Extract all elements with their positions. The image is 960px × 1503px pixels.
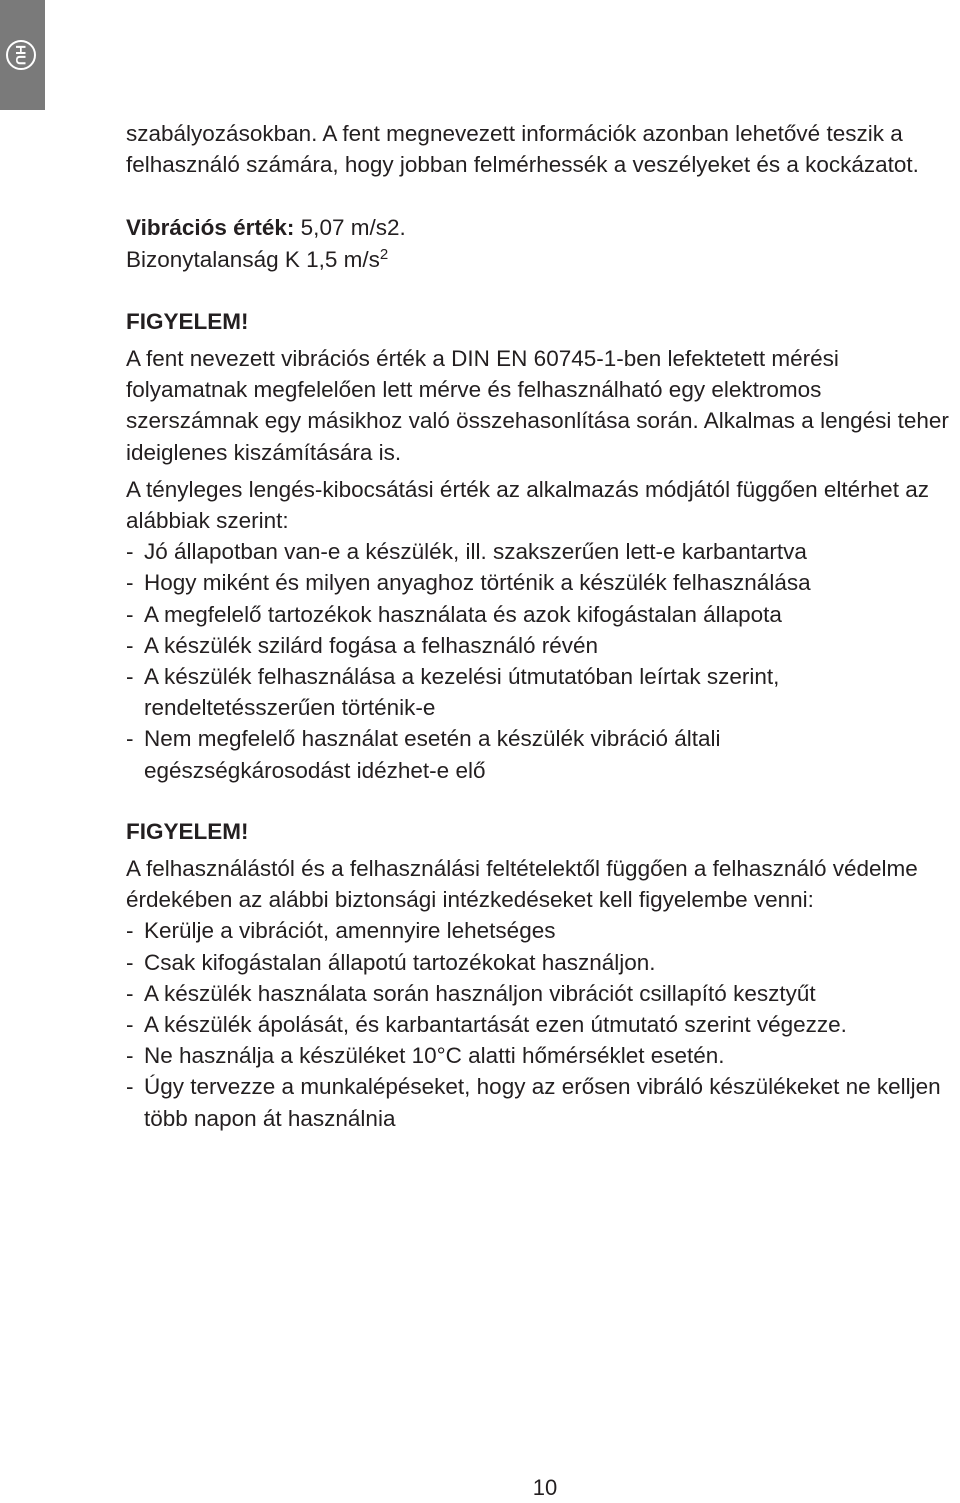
language-code: HU	[12, 44, 29, 66]
warning-1-paragraph-1: A fent nevezett vibrációs érték a DIN EN 60745-1-ben lefektetett mérési folyamatnak megfelelően lett mérve és felhasználható egy elektromos szerszámnak egy másikhoz való összehasonlítása során. Alkalmas a lengési teher ideiglenes kiszámítására is.	[126, 346, 949, 465]
list-item: - Ne használja a készüléket 10°C alatti hőmérséklet esetén.	[126, 1040, 956, 1071]
list-item: - Hogy miként és milyen anyaghoz történik a készülék felhasználása	[126, 567, 956, 598]
list-item: - A készülék ápolását, és karbantartását ezen útmutató szerint végezze.	[126, 1009, 956, 1040]
document-body	[126, 118, 956, 1134]
warning-1-list	[126, 536, 956, 786]
list-item: - Nem megfelelő használat esetén a készülék vibráció általi egészségkárosodást idézhet-e elő	[126, 723, 844, 785]
list-item: - A készülék felhasználása a kezelési útmutatóban leírtak szerint, rendeltetésszerűen történik-e	[126, 661, 904, 723]
warning-1-paragraph-2: A tényleges lengés-kibocsátási érték az alkalmazás módjától függően eltérhet az alábbiak szerint:	[126, 476, 929, 534]
uncertainty-superscript: 2	[379, 245, 389, 263]
warning-heading-2: FIGYELEM!	[126, 818, 249, 844]
vibration-value-line	[126, 212, 956, 243]
warning-section-2	[126, 816, 956, 1134]
intro-paragraph: szabályozásokban. A fent megnevezett információk azonban lehetővé teszik a felhasználó számára, hogy jobban felmérhessék a veszélyeket és a kockázatot.	[126, 121, 919, 178]
uncertainty-line	[126, 244, 956, 275]
page-number: 10	[532, 1475, 558, 1500]
vibration-value: 5,07 m/s2.	[294, 215, 406, 241]
vibration-spec	[126, 212, 956, 274]
vibration-label: Vibrációs érték:	[126, 215, 295, 241]
list-item: - Kerülje a vibrációt, amennyire lehetséges	[126, 915, 956, 946]
list-item: - A készülék használata során használjon vibrációt csillapító kesztyűt	[126, 978, 956, 1009]
list-item: - Úgy tervezze a munkalépéseket, hogy az erősen vibráló készülékeket ne kelljen több napon át használnia	[126, 1071, 956, 1133]
language-code-badge	[6, 40, 36, 70]
warning-2-paragraph: A felhasználástól és a felhasználási feltételektől függően a felhasználó védelme érdekében az alábbi biztonsági intézkedéseket kell figyelembe venni:	[126, 856, 918, 913]
list-item: - Jó állapotban van-e a készülék, ill. szakszerűen lett-e karbantartva	[126, 536, 956, 567]
list-item: - Csak kifogástalan állapotú tartozékokat használjon.	[126, 947, 956, 978]
warning-heading-1: FIGYELEM!	[126, 308, 249, 334]
language-tab	[0, 0, 45, 110]
uncertainty-text: Bizonytalanság K 1,5 m/s	[126, 246, 380, 272]
list-item: - A készülék szilárd fogása a felhasználó révén	[126, 630, 956, 661]
warning-2-list	[126, 915, 956, 1133]
warning-section-1	[126, 306, 956, 786]
list-item: - A megfelelő tartozékok használata és azok kifogástalan állapota	[126, 599, 956, 630]
